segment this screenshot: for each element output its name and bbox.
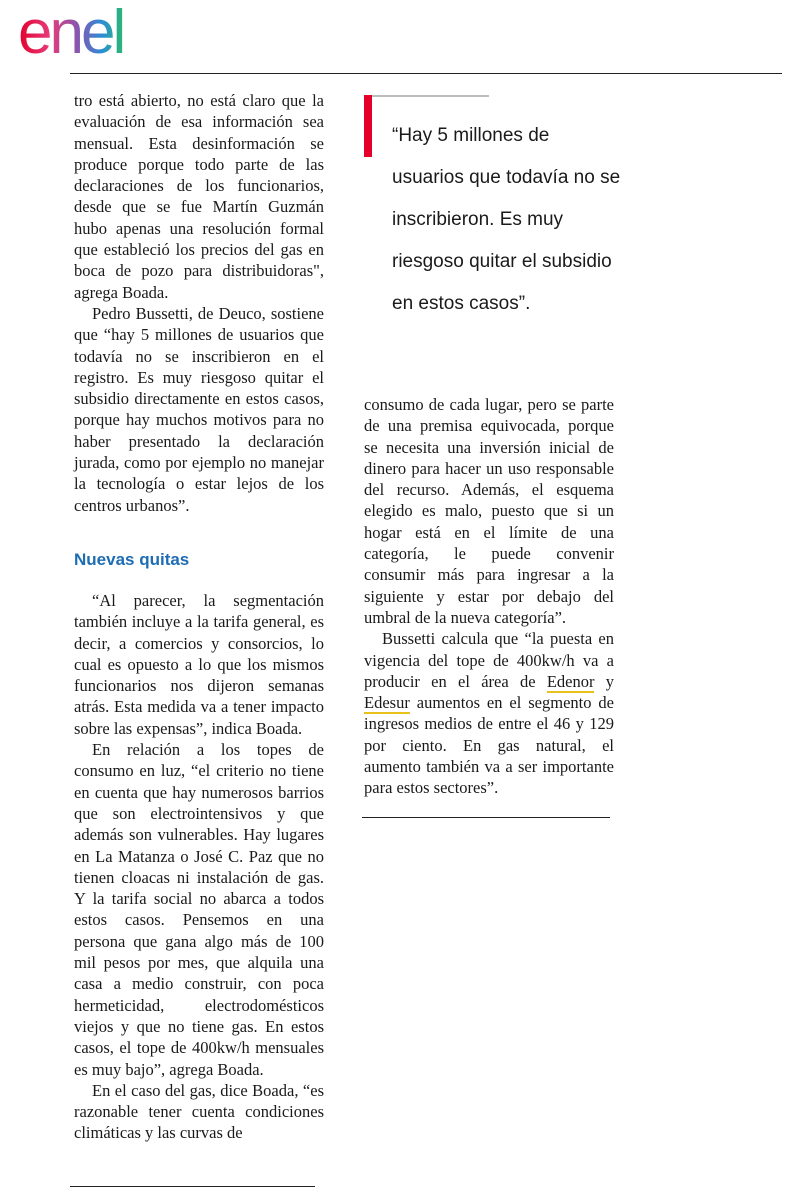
column-end-rule (70, 1186, 315, 1187)
right-column (364, 394, 614, 799)
body-paragraph: tro está abierto, no está claro que la evaluación de esa información sea mensual. Esta desinformación se produce porque todo parte de las declaraciones de los funcionarios, desde que se fue Martín Guzmán hubo apenas una resolución formal que estableció los precios del gas en boca de pozo para distribuidoras", agrega Boada. (74, 91, 324, 302)
pull-quote (364, 95, 621, 355)
body-paragraph (364, 628, 614, 798)
highlighted-word-edenor: Edenor (546, 671, 595, 691)
highlighted-word-edesur: Edesur (364, 693, 410, 713)
text-run: y (594, 671, 614, 691)
pull-quote-accent-bar (364, 95, 372, 157)
text-run: Bussetti calcula que “la puesta en vigencia del tope de 400kw/h va a producir en el área de (364, 629, 614, 691)
body-paragraph: “Al parecer, la segmentación también incluye a la tarifa general, es decir, a comercios y consorcios, lo cual es opuesto a lo que los mismos funcionarios nos dijeron semanas atrás. Esta medida va a tener impacto sobre las expensas”, indica Boada. (74, 591, 324, 738)
body-paragraph: Pedro Bussetti, de Deuco, sostiene que “hay 5 millones de usuarios que todavía no se inscribieron en el registro. Es muy riesgoso quitar el subsidio directamente en estos casos, porque hay muchos motivos para no haber presentado la declaración jurada, como por ejemplo no manejar la tecnología o estar lejos de los centros urbanos”. (74, 303, 324, 515)
text-run: aumentos en el segmento de ingresos medios de entre el 46 y 129 por ciento. En gas natural, el aumento también va a ser importante para estos sectores”. (364, 693, 614, 798)
pull-quote-top-line (372, 95, 489, 97)
left-column-bottom (74, 590, 324, 1144)
left-column-top (74, 90, 324, 516)
enel-logo: enel (18, 0, 124, 67)
section-heading: Nuevas quitas (74, 550, 190, 569)
pull-quote-text: “Hay 5 millones de usuarios que todavía no se inscribieron. Es muy riesgoso quitar el subsidio en estos casos”. (392, 125, 621, 314)
body-paragraph: consumo de cada lugar, pero se parte de una premisa equivocada, porque se necesita una inversión inicial de dinero para hacer un uso responsable del recurso. Además, el esquema elegido es malo, puesto que si un hogar está en el límite de una categoría, le puede convenir consumir más para ingresar a la siguiente y estar por debajo del umbral de la nueva categoría”. (364, 395, 614, 627)
column-end-rule (362, 817, 610, 818)
body-paragraph: En relación a los topes de consumo en luz, “el criterio no tiene en cuenta que hay numerosos barrios que son electrointensivos y que además son vulnerables. Hay lugares en La Matanza o José C. Paz que no tienen cloacas ni instalación de gas. Y la tarifa social no abarca a todos estos casos. Pensemos en una persona que gana algo más de 100 mil pesos por mes, que alquila una casa a medio construir, con poca hermeticidad, electrodomésticos viejos y que no tiene gas. En estos casos, el tope de 400kw/h mensuales es muy bajo”, agrega Boada. (74, 740, 324, 1079)
header-rule (70, 73, 782, 74)
body-paragraph: En el caso del gas, dice Boada, “es razonable tener cuenta condiciones climáticas y las curvas de (74, 1080, 324, 1143)
